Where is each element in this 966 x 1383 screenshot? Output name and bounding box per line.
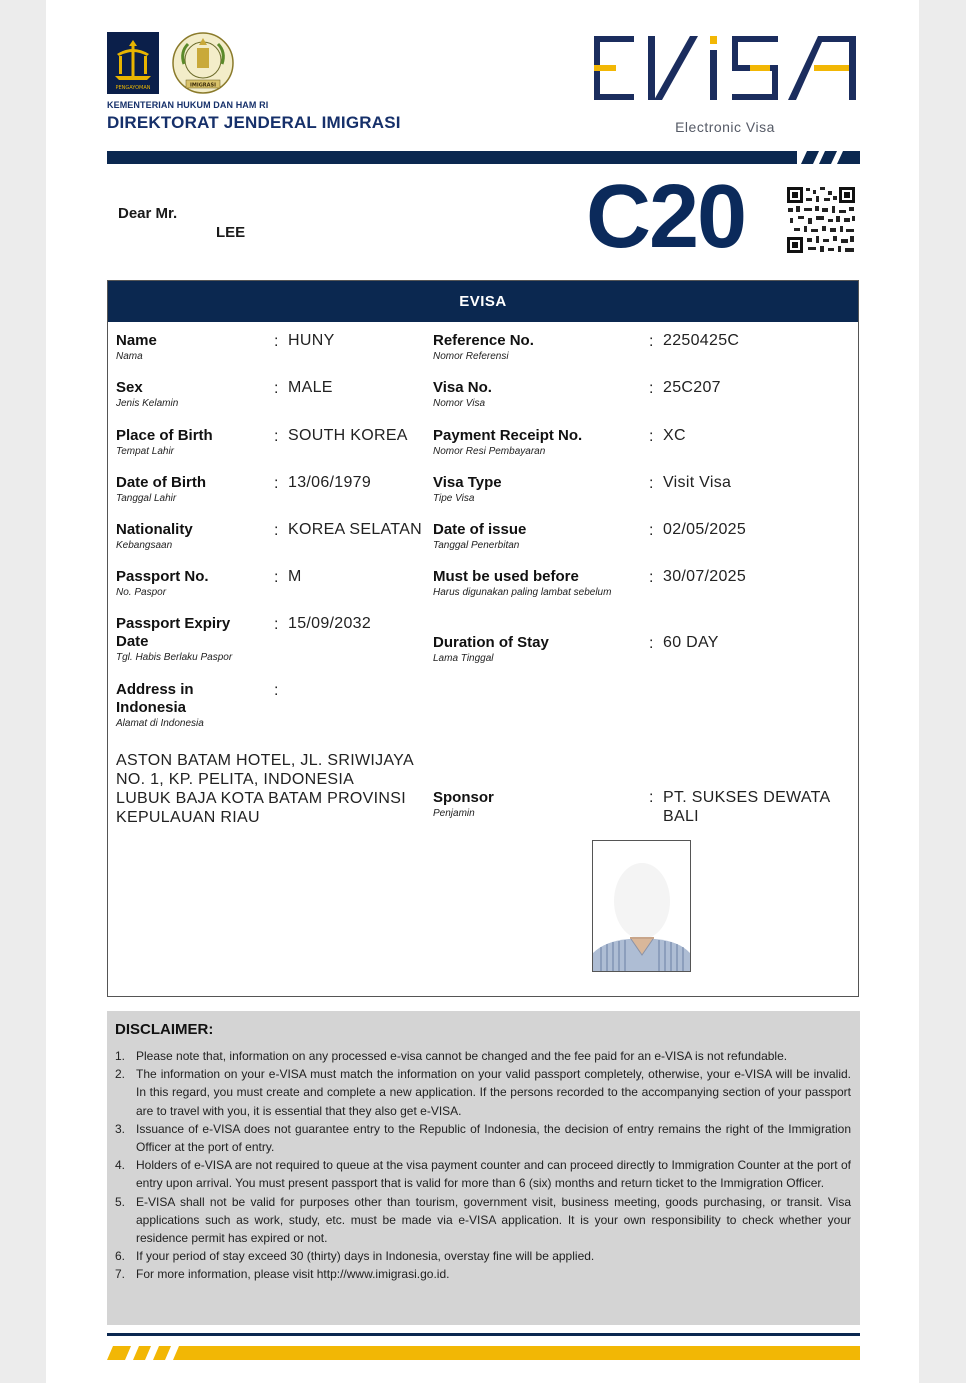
field-sublabel: Nama bbox=[116, 351, 143, 362]
field-label: Address in Indonesia bbox=[116, 681, 194, 716]
value-sponsor: PT. SUKSES DEWATA BALI bbox=[663, 789, 830, 825]
field-name bbox=[116, 332, 157, 364]
field-sublabel: Tanggal Lahir bbox=[116, 493, 177, 504]
visa-details-box: EVISA Name Nama : HUNY Sex Jenis Kelamin : MALE Place of Birth Tempat Lahir : SOUTH KOREA Date of Birth Tanggal Lahir : 13/06/1979 Nationality Kebangsaan : KOREA SELATAN Passport No. No. Paspor : M Passport Expiry Date Tgl. Habis Berlaku Paspor : 15/09/2032 Address in Indonesia Alamat di Indonesia : ASTON BATAM HOTEL, JL. SRIWIJAYA NO. 1, KP. PELITA, INDONESIA LUBUK BAJA KOTA BATAM PROVINSI KEPULAUAN RIAU Reference No. Nomor Referensi : 2250425C Visa No. Nomor Visa : 25C207 Payment Receipt No. Nomor Resi Pembayaran : XC Visa Type Tipe Visa : Visit Visa Date of issue Tanggal Penerbitan : 02/05/2025 Must be used before Harus digunakan paling lambat sebelum : 30/07/2025 Duration of Stay Lama Tinggal : 60 DAY Sponsor Penjamin : PT. SUKSES DEWATA BALI bbox=[107, 280, 859, 997]
address-line: LUBUK BAJA KOTA BATAM PROVINSI bbox=[116, 790, 406, 807]
address-line: KEPULAUAN RIAU bbox=[116, 809, 260, 826]
field-sublabel: Nomor Referensi bbox=[433, 351, 509, 362]
field-sublabel: Tempat Lahir bbox=[116, 446, 174, 457]
recipient-name: LEE bbox=[216, 224, 246, 241]
value-visa-no: 25C207 bbox=[663, 379, 721, 396]
disclaimer-item: 5. E-VISA shall not be valid for purposes other than tourism, government visit, business meeting, goods purchasing, or transit. Visa applications such as work, study, etc. must be made via e-VISA application. It is your own responsibility to check whether your residence permit has expired or not. bbox=[115, 1194, 851, 1246]
disclaimer-item: 1. Please note that, information on any processed e-visa cannot be changed and the fee paid for an e-VISA is not refundable. bbox=[115, 1049, 788, 1063]
disclaimer-item: 7. For more information, please visit http://www.imigrasi.go.id. bbox=[115, 1267, 450, 1282]
field-sublabel: No. Paspor bbox=[116, 587, 167, 598]
field-sublabel: Penjamin bbox=[433, 808, 475, 819]
field-sublabel: Kebangsaan bbox=[116, 540, 173, 551]
pengayoman-emblem bbox=[107, 32, 159, 94]
field-address bbox=[116, 681, 236, 731]
disclaimer-list bbox=[115, 1047, 851, 1284]
value-nationality: KOREA SELATAN bbox=[288, 521, 423, 538]
field-duration-of-stay bbox=[433, 634, 549, 666]
field-label: Nationality bbox=[116, 521, 193, 538]
evisa-document bbox=[46, 0, 919, 1383]
field-sublabel: Lama Tinggal bbox=[433, 653, 494, 664]
field-label: Visa Type bbox=[433, 474, 502, 491]
value-sex: MALE bbox=[288, 379, 333, 396]
field-must-be-used-before bbox=[433, 568, 611, 600]
value-visa-type: Visit Visa bbox=[663, 474, 732, 491]
field-label: Place of Birth bbox=[116, 427, 213, 444]
value-name: HUNY bbox=[288, 332, 335, 349]
address-line: ASTON BATAM HOTEL, JL. SRIWIJAYA bbox=[116, 752, 414, 769]
field-sex bbox=[116, 379, 178, 411]
field-sublabel: Tipe Visa bbox=[433, 493, 475, 504]
field-sublabel: Nomor Resi Pembayaran bbox=[433, 446, 546, 457]
field-sublabel: Jenis Kelamin bbox=[116, 398, 179, 409]
value-reference-no: 2250425C bbox=[663, 332, 740, 349]
field-sublabel: Tanggal Penerbitan bbox=[433, 540, 520, 551]
field-label: Sex bbox=[116, 379, 143, 396]
qr-code bbox=[786, 186, 856, 254]
field-label: Reference No. bbox=[433, 332, 534, 349]
field-label: Passport No. bbox=[116, 568, 209, 585]
field-label: Date of issue bbox=[433, 521, 527, 538]
value-must-be-used-before: 30/07/2025 bbox=[663, 568, 747, 585]
field-date-of-birth bbox=[116, 474, 206, 506]
field-label: Name bbox=[116, 332, 157, 349]
evisa-subtitle: Electronic Visa bbox=[675, 119, 775, 135]
emblem-left-caption: PENGAYOMAN bbox=[115, 85, 151, 91]
field-label: Visa No. bbox=[433, 379, 492, 396]
field-label: Payment Receipt No. bbox=[433, 427, 583, 444]
value-payment-receipt: XC bbox=[663, 427, 686, 444]
field-label: Must be used before bbox=[433, 568, 579, 585]
disclaimer-panel bbox=[107, 1011, 860, 1325]
imigrasi-emblem bbox=[170, 30, 236, 96]
field-visa-type bbox=[433, 474, 502, 506]
value-date-of-issue: 02/05/2025 bbox=[663, 521, 747, 538]
ministry-name: KEMENTERIAN HUKUM DAN HAM RI bbox=[107, 100, 269, 110]
field-sublabel: Tgl. Habis Berlaku Paspor bbox=[116, 652, 233, 663]
value-duration-of-stay: 60 DAY bbox=[663, 634, 719, 651]
box-title: EVISA bbox=[108, 281, 858, 322]
value-passport-no: M bbox=[288, 568, 302, 585]
disclaimer-item: 6. If your period of stay exceed 30 (thirty) days in Indonesia, overstay fine will be applied. bbox=[115, 1249, 595, 1264]
address-block bbox=[116, 751, 416, 827]
salutation: Dear Mr. bbox=[118, 205, 178, 222]
field-visa-no bbox=[433, 379, 492, 411]
field-label: Duration of Stay bbox=[433, 634, 549, 651]
evisa-logo bbox=[592, 32, 858, 108]
disclaimer-item: 2. The information on your e-VISA must match the information on your valid passport completely, otherwise, your e-VISA will be invalid. In this regard, you must create and complete a new application. If the persons recorded to the accompanying section of your passport are to travel with you, it is essential that they also get e-VISA. bbox=[115, 1067, 851, 1118]
field-passport-expiry bbox=[116, 615, 266, 665]
field-sublabel: Alamat di Indonesia bbox=[116, 718, 204, 729]
field-sublabel: Nomor Visa bbox=[433, 398, 486, 409]
disclaimer-item: 3. Issuance of e-VISA does not guarantee entry to the Republic of Indonesia, the decision of entry remains the right of the Immigration Officer at the port of entry. bbox=[115, 1121, 851, 1155]
directorate-name: DIREKTORAT JENDERAL IMIGRASI bbox=[107, 113, 401, 132]
disclaimer-item: 4. Holders of e-VISA are not required to queue at the visa payment counter and can proceed directly to Immigration Counter at the port of entry upon arrival. You must present passport that is valid for more than 6 (six) months and return ticket to the Immigration Officer. bbox=[115, 1158, 851, 1191]
emblem-right-caption: IMIGRASI bbox=[190, 82, 216, 89]
field-date-of-issue bbox=[433, 521, 526, 553]
holder-photo bbox=[592, 840, 691, 972]
field-passport-no bbox=[116, 568, 209, 600]
header-stripe bbox=[107, 151, 860, 164]
field-nationality bbox=[116, 521, 193, 553]
field-place-of-birth bbox=[116, 427, 213, 459]
field-sponsor bbox=[433, 789, 494, 821]
disclaimer-title: DISCLAIMER: bbox=[115, 1021, 214, 1038]
address-line: NO. 1, KP. PELITA, INDONESIA bbox=[116, 771, 355, 788]
field-label: Passport Expiry Date bbox=[116, 615, 231, 650]
value-place-of-birth: SOUTH KOREA bbox=[288, 427, 408, 444]
value-passport-expiry: 15/09/2032 bbox=[288, 615, 372, 632]
field-payment-receipt bbox=[433, 427, 582, 459]
field-reference-no bbox=[433, 332, 534, 364]
value-date-of-birth: 13/06/1979 bbox=[288, 474, 372, 491]
field-sublabel: Harus digunakan paling lambat sebelum bbox=[433, 587, 612, 598]
field-label: Sponsor bbox=[433, 789, 494, 806]
field-label: Date of Birth bbox=[116, 474, 206, 491]
visa-code: C20 bbox=[586, 167, 746, 267]
footer-stripe bbox=[107, 1332, 860, 1362]
